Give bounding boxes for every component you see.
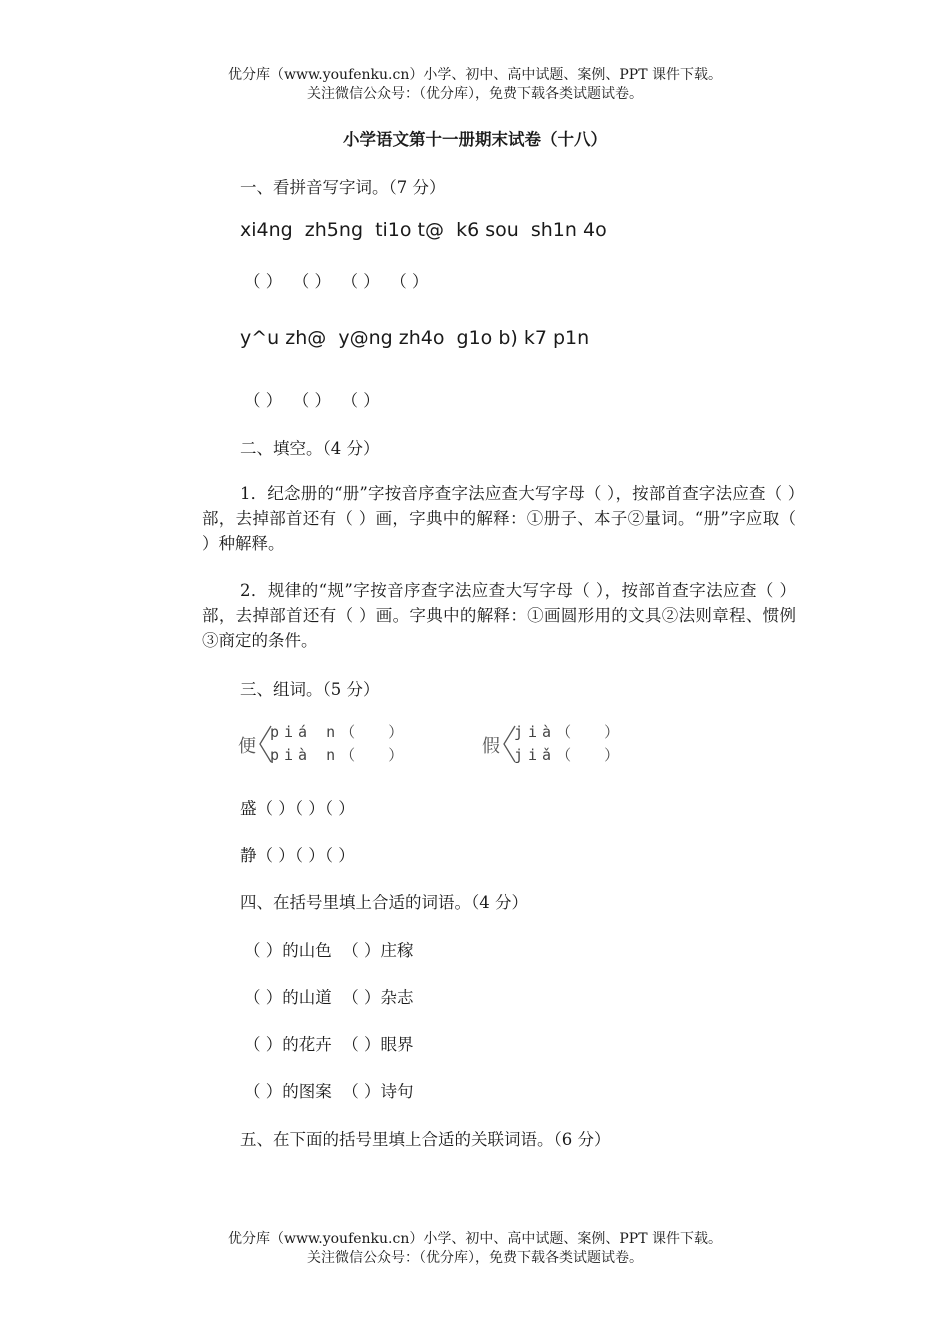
word-row-jing: 静（ ）（ ）（ ）: [240, 846, 355, 865]
phrase-row: （ ）的花卉 （ ）眼界: [244, 1035, 414, 1054]
blanks-row-2: （ ） （ ） （ ）: [244, 391, 380, 410]
footer-line-2: 关注微信公众号：（优分库），免费下载各类试题试卷。: [307, 1250, 643, 1266]
polyphone-reading-1: piá n（ ）: [270, 723, 409, 741]
phrase-row: （ ）的图案 （ ）诗句: [244, 1082, 414, 1101]
fill-in-item-1: 1．纪念册的“册”字按音序查字法应查大写字母（ ），按部首查字法应查（ ）部，去掉部首还有（ ）画，字典中的解释：①册子、本子②量词。“册”字应取（ ）种解释。: [202, 484, 796, 553]
phrase-row: （ ）的山色 （ ）庄稼: [244, 941, 414, 960]
word-row-sheng: 盛（ ）（ ）（ ）: [240, 799, 355, 818]
polyphone-reading-1: jià（ ）: [514, 723, 625, 741]
pinyin-row-1: xi4ng zh5ng ti1o t@ k6 sou sh1n 4o: [240, 219, 607, 241]
blanks-row-1: （ ） （ ） （ ） （ ）: [244, 272, 429, 291]
polyphone-group-bian: [238, 720, 418, 770]
polyphone-char: 假: [482, 736, 500, 757]
header-line-1: 优分库（www.youfenku.cn）小学、初中、高中试题、案例、PPT 课件下载。: [227, 67, 722, 83]
fill-in-item-2: 2．规律的“规”字按音序查字法应查大写字母（ ），按部首查字法应查（ ）部，去掉部首还有（ ）画。字典中的解释：①画圆形用的文具②法则章程、惯例③商定的条件。: [202, 581, 796, 650]
section4-heading: 四、在括号里填上合适的词语。（4 分）: [240, 893, 528, 912]
polyphone-reading-2: jiǎ（ ）: [514, 746, 625, 764]
section2-heading: 二、填空。（4 分）: [240, 439, 380, 458]
phrase-row: （ ）的山道 （ ）杂志: [244, 988, 414, 1007]
polyphone-group-jia: [482, 720, 662, 770]
polyphone-reading-2: pià n（ ）: [270, 746, 409, 764]
page-title: 小学语文第十一册期末试卷（十八）: [343, 130, 607, 149]
section1-heading: 一、看拼音写字词。（7 分）: [240, 178, 446, 197]
section3-heading: 三、组词。（5 分）: [240, 680, 380, 699]
polyphone-char: 便: [238, 736, 256, 757]
pinyin-row-2: y^u zh@ y@ng zh4o g1o b) k7 p1n: [240, 327, 590, 349]
section5-heading: 五、在下面的括号里填上合适的关联词语。（6 分）: [240, 1130, 611, 1149]
footer-line-1: 优分库（www.youfenku.cn）小学、初中、高中试题、案例、PPT 课件下载。: [227, 1231, 722, 1247]
header-line-2: 关注微信公众号：（优分库），免费下载各类试题试卷。: [307, 86, 643, 102]
